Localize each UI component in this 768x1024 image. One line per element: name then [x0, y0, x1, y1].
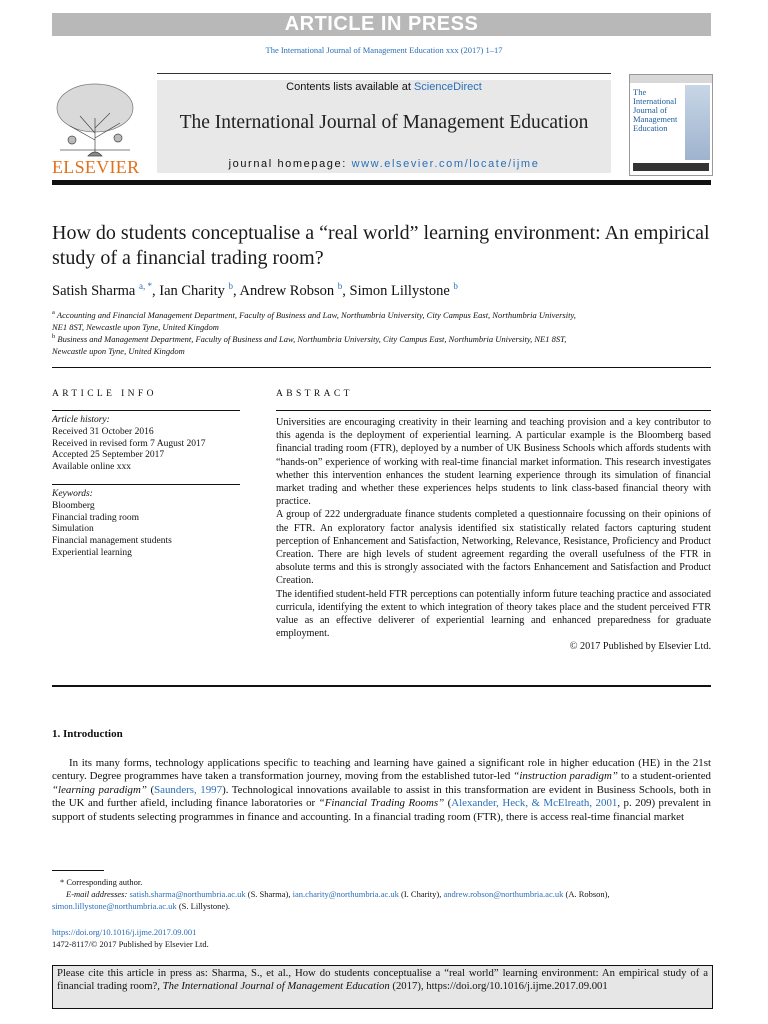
article-history	[52, 415, 206, 474]
email-link[interactable]: ian.charity@northumbria.ac.uk	[292, 889, 399, 899]
author-name[interactable]: Andrew Robson	[239, 282, 335, 299]
abstract-rule	[276, 410, 711, 411]
journal-reference[interactable]: The International Journal of Management Education xxx (2017) 1–17	[265, 45, 503, 55]
citation-link[interactable]: Saunders, 1997	[154, 783, 223, 796]
article-info-heading: ARTICLE INFO	[52, 389, 157, 399]
homepage-prefix: journal homepage:	[228, 158, 352, 170]
text-run: “instruction paradigm”	[513, 770, 618, 783]
contents-available	[157, 81, 611, 93]
email-owner: (I. Charity),	[398, 889, 444, 899]
body-paragraph	[52, 757, 711, 824]
email-owner: (S. Sharma),	[245, 889, 293, 899]
abstract-copyright: © 2017 Published by Elsevier Ltd.	[569, 641, 711, 653]
text-run: (	[444, 797, 452, 810]
affiliation-rule	[52, 367, 711, 368]
journal-homepage	[157, 158, 611, 170]
section-heading: 1. Introduction	[52, 728, 123, 740]
email-owner: (S. Lillystone).	[176, 901, 231, 911]
author-list: Satish Sharma $^{a, *}$, Ian Charity $^b$, Andrew Robson $^b$, Simon Lillystone $^b$	[52, 281, 458, 299]
author-affiliation-mark[interactable]: b	[453, 281, 458, 291]
citation-box	[52, 965, 713, 1009]
publisher-wordmark: ELSEVIER	[52, 157, 140, 177]
contents-prefix: Contents lists available at	[286, 81, 414, 93]
abstract-end-rule	[52, 685, 711, 687]
author-name[interactable]: Ian Charity	[159, 282, 225, 299]
email-owner: (A. Robson),	[563, 889, 610, 899]
cover-strip	[630, 75, 712, 83]
history-item: Available online xxx	[52, 462, 131, 473]
text-run: (	[146, 783, 155, 796]
text-run: In its many forms, technology applications specific to teaching and learning have gained a significant role in higher education (HE) in the 21st century. Degree programmes have taken a transformation journey, moving from the established tutor-led	[52, 757, 711, 783]
email-link[interactable]: simon.lillystone@northumbria.ac.uk	[52, 901, 177, 911]
abstract-paragraph: The identified student-held FTR perceptions can potentially inform future teaching practice and associated curricula, identifying the extent to which integration of theory takes place and the student perceived FTR value as an effective deliverer of experiential learning and enhanced preparedness for graduate employment.	[276, 588, 711, 640]
affiliation-mark: a	[52, 309, 55, 316]
citation-journal: The International Journal of Management Education	[162, 980, 390, 993]
text-run: “learning paradigm”	[52, 783, 147, 796]
article-title: How do students conceptualise a “real world” learning environment: An empirical study of a financial trading room?	[52, 222, 710, 269]
journal-cover-thumbnail[interactable]	[629, 74, 713, 176]
affiliation-a	[52, 307, 592, 333]
author-name[interactable]: Simon Lillystone	[349, 282, 450, 299]
email-link[interactable]: andrew.robson@northumbria.ac.uk	[443, 889, 564, 899]
footnotes	[52, 876, 711, 912]
affiliation-text: Business and Management Department, Faculty of Business and Law, Northumbria University, City Campus East, Northumbria University, NE1 8ST, Newcastle upon Tyne, United Kingdom	[52, 333, 567, 356]
email-label: E-mail addresses:	[66, 889, 130, 899]
text-run: to a student-oriented	[617, 770, 711, 783]
doi-block	[52, 926, 209, 950]
keywords-rule	[52, 484, 240, 485]
history-label: Article history:	[52, 415, 110, 425]
history-item: Accepted 25 September 2017	[52, 450, 165, 461]
homepage-link[interactable]: www.elsevier.com/locate/ijme	[351, 158, 540, 170]
abstract-body	[276, 416, 711, 654]
text-run: ). Technological innovations available to assist in this transformation are evident in Business Schools, both in the UK and further afield, including finance laboratories or	[52, 783, 711, 810]
cover-footer	[633, 163, 709, 171]
citation-link[interactable]: Alexander, Heck, & McElreath, 2001	[451, 797, 618, 810]
journal-title: The International Journal of Management Education	[179, 112, 589, 133]
author-affiliation-mark[interactable]: b	[228, 281, 234, 291]
affiliation-mark: b	[52, 333, 56, 340]
keywords-label: Keywords:	[52, 489, 93, 499]
issn-line: 1472-8117/© 2017 Published by Elsevier Ltd.	[52, 939, 209, 949]
citation-text: (2017), https://doi.org/10.1016/j.ijme.2017.09.001	[389, 980, 608, 993]
masthead-rule	[157, 73, 611, 74]
introduction-text	[52, 757, 711, 824]
cover-graphic	[685, 85, 710, 160]
doi-link[interactable]: https://doi.org/10.1016/j.ijme.2017.09.001	[52, 927, 197, 937]
abstract-heading: ABSTRACT	[276, 389, 353, 399]
keyword: Bloomberg	[52, 500, 95, 511]
history-item: Received in revised form 7 August 2017	[52, 438, 206, 449]
abstract-paragraph: Universities are encouraging creativity in their learning and teaching provision and a key contributor to this agenda is the deployment of experiential learning. A particular example is the Bloomberg based financial trading room (FTR), deployed by a number of UK Business Schools which affords students with “hands-on” experience of working with real-time financial market information. This research investigates whether this intervention enhances the student learning experience through its simulation of financial market trading and whether these experiences helps students to link class-based financial theory with practice.	[276, 417, 711, 508]
text-run: “Financial Trading Rooms”	[318, 797, 445, 810]
keyword: Simulation	[52, 524, 94, 535]
author-name[interactable]: Satish Sharma	[52, 282, 136, 299]
email-addresses	[52, 888, 711, 912]
text-run: , p. 209) prevalent in support of students selecting programmes in finance and accounting. In a financial trading room (FTR), there is access real-time financial market	[52, 797, 711, 823]
article-in-press-banner: ARTICLE IN PRESS	[52, 13, 711, 36]
sciencedirect-link[interactable]: ScienceDirect	[413, 81, 482, 93]
history-item: Received 31 October 2016	[52, 426, 154, 437]
keyword: Financial trading room	[52, 512, 140, 523]
corresponding-author-note: * Corresponding author.	[60, 877, 143, 887]
affiliation-b	[52, 331, 592, 357]
cover-title: The International Journal of Management Education	[633, 87, 678, 133]
email-link[interactable]: satish.sharma@northumbria.ac.uk	[129, 889, 246, 899]
author-affiliation-mark[interactable]: a, *	[139, 281, 152, 291]
abstract-paragraph: A group of 222 undergraduate finance students completed a questionnaire focussing on their opinions of the FTR. An exploratory factor analysis identified six statistically related factors capturing student perception of Enhancement and Satisfaction, Networking, Relevance, Resistance, Proficiency and Product Creation. There are high levels of student agreement regarding the overall usefulness of the FTR in absolute terms and this is strongly associated with the factors Enhancement and Satisfaction and Product Creation.	[276, 509, 711, 587]
citation-text: Please cite this article in press as: Sharma, S., et al., How do students conceptualise a “real world” learning environment: An empirical study of a financial trading room?,	[57, 967, 708, 993]
keyword: Financial management students	[52, 536, 172, 547]
keyword: Experiential learning	[52, 547, 132, 558]
author-affiliation-mark[interactable]: b	[337, 281, 343, 291]
footnote-rule	[52, 870, 104, 871]
affiliation-text: Accounting and Financial Management Department, Faculty of Business and Law, Northumbria University, City Campus East, Northumbria University, NE1 8ST, Newcastle upon Tyne, United Kingdom	[52, 309, 576, 332]
keywords	[52, 489, 172, 560]
header-rule	[52, 180, 711, 185]
info-rule	[52, 410, 240, 411]
